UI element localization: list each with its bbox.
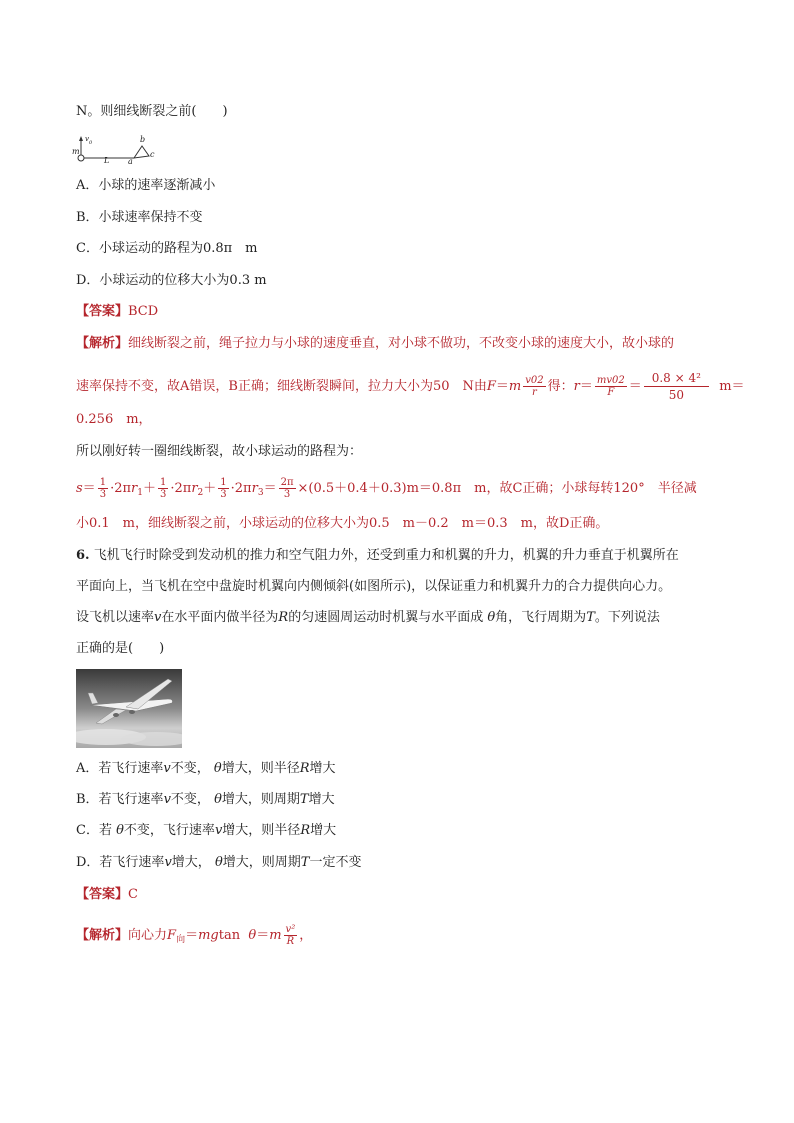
fig1-b-label: b	[140, 135, 146, 144]
q6-option-b: B．若飞行速率v不变， θ增大，则周期T增大	[76, 792, 335, 807]
fig1-c-label: c	[150, 150, 155, 159]
q6-stem-line3: 设飞机以速率v在水平面内做半径为R的匀速圆周运动时机翼与水平面成 θ角，飞行周期为T。下列说法	[76, 610, 660, 625]
q6-option-d: D．若飞行速率v增大， θ增大，则周期T一定不变	[76, 855, 362, 870]
fig1-m-label: m	[72, 147, 80, 156]
q6-stem-line4: 正确的是( )	[76, 641, 165, 656]
q5-option-d: D．小球运动的位移大小为0.3 m	[76, 273, 267, 288]
q6-option-a: A．若飞行速率v不变， θ增大，则半径R增大	[76, 761, 336, 776]
fig1-a-label: a	[128, 157, 133, 166]
q5-analysis-line3: 0.256 m，	[76, 412, 152, 427]
fig1-L-label: L	[104, 156, 110, 165]
q5-answer: 【答案】BCD	[76, 304, 159, 319]
q5-analysis-line6: 小0.1 m，细线断裂之前，小球运动的位移大小为0.5 m－0.2 m＝0.3 m，故D正确。	[76, 516, 609, 531]
q6-stem-line2: 平面向上，当飞机在空中盘旋时机翼向内侧倾斜(如图所示)，以保证重力和机翼升力的合力提供向心力。	[76, 579, 672, 594]
q5-path-formula: s＝ $\frac{1}{3}$ $\cdot 2\pi r_1+$ $\frac{1}{3}$ $\cdot 2\pi r_2+$ $\frac{1}{3}$ $\cdot 2\pi r_3=$ $\frac{2\pi}{3}$ ×(0.5＋0.4＋0.3)m＝0.8π m，故C正确；小球每转120° 半径减	[76, 477, 697, 500]
fig1-v0-label: $v_0$	[85, 135, 93, 146]
q6-stem-line1: 6. 飞机飞行时除受到发动机的推力和空气阻力外，还受到重力和机翼的升力，机翼的升力垂直于机翼所在	[76, 548, 679, 563]
q6-answer: 【答案】C	[76, 887, 138, 902]
q5-analysis-line2: 速率保持不变，故A错误，B正确；细线断裂瞬间，拉力大小为50 N由F＝m $\frac{v02}{r}$ 得：r＝ $\frac{mv02}{F}$ ＝ $\frac{\text{0.8 × 4²}}{50}$ m＝	[76, 371, 745, 402]
q5-analysis-line1: 【解析】细线断裂之前，绳子拉力与小球的速度垂直，对小球不做功，不改变小球的速度大小，故小球的	[76, 336, 675, 351]
airplane-image	[76, 669, 182, 748]
q5-option-b: B．小球速率保持不变	[76, 210, 203, 225]
q5-analysis-line4: 所以刚好转一圈细线断裂，故小球运动的路程为：	[76, 444, 363, 459]
q6-number: 6.	[76, 548, 90, 563]
q6-option-c: C．若 θ不变，飞行速率v增大，则半径R增大	[76, 823, 337, 838]
q5-option-a: A．小球的速率逐渐减小	[76, 178, 216, 193]
q5-stem-tail: N。则细线断裂之前( )	[76, 104, 228, 119]
q5-option-c: C．小球运动的路程为0.8π m	[76, 241, 258, 256]
q6-analysis: 【解析】向心力$F_向=mgtan$ θ＝m $\frac{\text{v²}}{R}$ ，	[76, 924, 313, 947]
